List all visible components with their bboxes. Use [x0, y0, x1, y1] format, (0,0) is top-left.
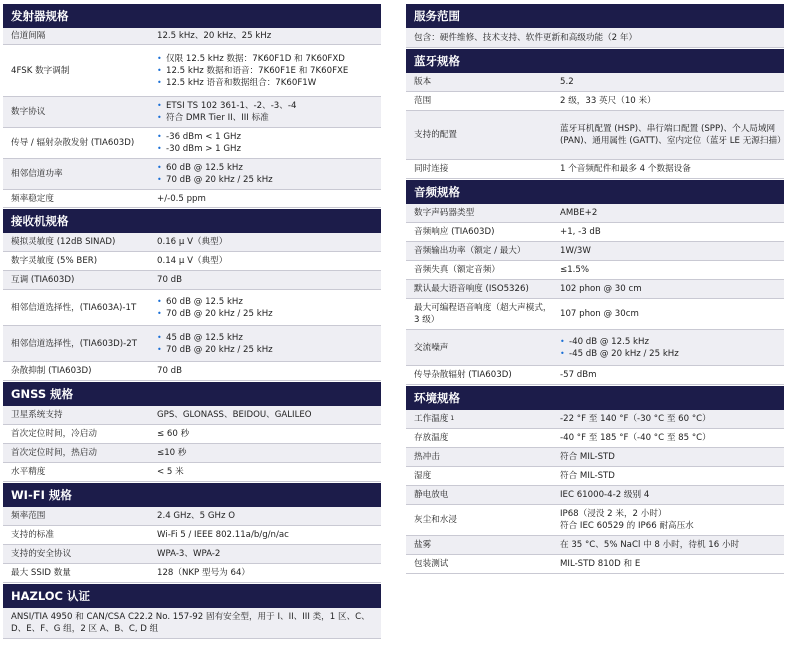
bullet-item	[560, 336, 784, 348]
bullet-item	[157, 143, 381, 155]
bullet-dot-icon: •	[157, 113, 162, 122]
bullet-item	[157, 332, 381, 344]
spec-value-text: 70 dB	[157, 275, 183, 285]
bullet-item	[157, 53, 381, 65]
spec-label	[3, 290, 151, 325]
spec-row	[3, 444, 381, 463]
bullet-item	[157, 344, 381, 356]
spec-row	[3, 271, 381, 290]
left-column	[3, 4, 381, 639]
bullet-text: -40 dB @ 12.5 kHz	[569, 336, 649, 347]
spec-value	[151, 290, 381, 325]
spec-label	[3, 545, 151, 563]
spec-value	[554, 536, 784, 554]
spec-label-text: 包装测试	[414, 559, 449, 569]
spec-row	[3, 425, 381, 444]
spec-label	[406, 467, 554, 485]
bullet-dot-icon: •	[157, 344, 162, 354]
spec-value-text: +/-0.5 ppm	[157, 193, 206, 204]
spec-value-text: 在 35 °C、5% NaCl 中 8 小时，待机 16 小时	[560, 540, 740, 550]
spec-value	[151, 252, 381, 270]
spec-row	[3, 406, 381, 425]
spec-row	[3, 97, 381, 128]
spec-label-text: 支持的安全协议	[11, 549, 72, 559]
spec-value	[151, 362, 381, 380]
spec-value-text: MIL-STD 810D 和 E	[560, 559, 641, 569]
spec-value-text: 符合 MIL-STD	[560, 471, 615, 481]
spec-value	[554, 555, 784, 573]
section-header: WI-FI 规格	[3, 483, 381, 507]
bullet-text: 符合 DMR Tier II、III 标准	[166, 113, 269, 123]
spec-label-text: 湿度	[414, 471, 432, 481]
bullet-item	[157, 174, 381, 186]
spec-row	[3, 362, 381, 381]
spec-label	[406, 429, 554, 447]
section-rows	[3, 406, 381, 482]
spec-value	[554, 429, 784, 447]
spec-value-text: 蓝牙耳机配置 (HSP)、串行端口配置 (SPP)、个人局域网 (PAN)、通用属性 (GATT)、室内定位（蓝牙 LE 无源扫描）	[560, 124, 786, 146]
bullet-item	[157, 65, 381, 77]
spec-label	[3, 362, 151, 380]
spec-value	[554, 242, 784, 260]
spec-value-text: 70 dB	[157, 366, 183, 376]
spec-value-text: 0.14 μ V（典型）	[157, 256, 228, 266]
spec-value-text: < 5 米	[157, 467, 184, 477]
spec-label-text: 支持的配置	[414, 130, 457, 140]
section-rows	[406, 73, 784, 179]
bullet-text: -36 dBm < 1 GHz	[166, 132, 241, 142]
spec-row	[406, 73, 784, 92]
bullet-dot-icon: •	[157, 53, 162, 63]
spec-label	[406, 92, 554, 110]
spec-label	[406, 448, 554, 466]
spec-label	[3, 233, 151, 251]
spec-row	[406, 410, 784, 429]
spec-value	[554, 204, 784, 222]
bullet-dot-icon: •	[560, 336, 565, 346]
section-rows	[3, 28, 381, 208]
section-rows	[406, 410, 784, 574]
spec-value-text: 0.16 μ V（典型）	[157, 237, 228, 247]
spec-value	[151, 444, 381, 462]
spec-label-text: 范围	[414, 96, 432, 106]
spec-row	[3, 159, 381, 190]
bullet-dot-icon: •	[157, 144, 162, 153]
spec-value-text: Wi-Fi 5 / IEEE 802.11a/b/g/n/ac	[157, 530, 289, 540]
spec-label	[3, 326, 151, 361]
spec-label-text: 灰尘和水浸	[414, 515, 457, 525]
spec-value-text: 102 phon @ 30 cm	[560, 284, 642, 294]
spec-value-text: -40 °F 至 185 °F（-40 °C 至 85 °C）	[560, 433, 711, 443]
bullet-dot-icon: •	[157, 308, 162, 318]
spec-value-text: 1W/3W	[560, 246, 591, 256]
spec-value-text: 1 个音频配件和最多 4 个数据设备	[560, 164, 691, 174]
spec-value	[554, 410, 784, 428]
spec-row	[3, 463, 381, 482]
spec-value-text: IEC 61000-4-2 级别 4	[560, 490, 650, 500]
bullet-item	[157, 77, 381, 89]
spec-label	[406, 223, 554, 241]
spec-value	[554, 160, 784, 178]
spec-label	[406, 366, 554, 384]
bullet-item	[157, 131, 381, 143]
spec-value-text: WPA-3、WPA-2	[157, 549, 221, 559]
spec-label	[406, 242, 554, 260]
spec-label	[3, 159, 151, 189]
spec-label-text: 音频失真（额定音频）	[414, 265, 500, 275]
spec-row	[406, 28, 784, 48]
spec-row	[3, 190, 381, 208]
bullet-dot-icon: •	[157, 77, 162, 87]
spec-value	[554, 111, 784, 159]
footnote-marker: 1	[450, 415, 455, 422]
spec-label-text: 最大可编程语音响度（超大声模式，3 级）	[414, 303, 552, 325]
bullet-dot-icon: •	[157, 101, 162, 110]
spec-value	[554, 505, 784, 535]
spec-label	[3, 526, 151, 544]
spec-row	[406, 486, 784, 505]
bullet-text: -30 dBm > 1 GHz	[166, 144, 241, 154]
spec-label-text: 频率范围	[11, 511, 46, 521]
spec-label-text: 首次定位时间，热启动	[11, 448, 97, 458]
section-header: 蓝牙规格	[406, 49, 784, 73]
spec-label-text: 信道间隔	[11, 31, 46, 41]
bullet-text: 12.5 kHz 语音和数据组合：7K60F1W	[166, 77, 317, 88]
spec-label-text: 数字协议	[11, 107, 46, 117]
spec-label	[3, 252, 151, 270]
spec-value-text: AMBE+2	[560, 208, 598, 218]
bullet-text: 70 dB @ 20 kHz / 25 kHz	[166, 308, 273, 319]
spec-label-text: 首次定位时间，冷启动	[11, 429, 97, 439]
spec-label	[406, 204, 554, 222]
spec-value-text: IP68（浸没 2 米，2 小时） 符合 IEC 60529 的 IP66 耐高压水	[560, 509, 694, 531]
bullet-dot-icon: •	[157, 332, 162, 342]
spec-label	[3, 406, 151, 424]
spec-label-text: 频率稳定度	[11, 193, 54, 204]
spec-row	[406, 555, 784, 574]
spec-value-text: 2 级，33 英尺（10 米）	[560, 96, 656, 106]
section-rows	[3, 608, 381, 639]
spec-label-text: 数字灵敏度 (5% BER)	[11, 256, 98, 266]
spec-value-text: 2.4 GHz、5 GHz O	[157, 511, 235, 521]
spec-row	[3, 252, 381, 271]
spec-label	[406, 536, 554, 554]
spec-value-text: +1, -3 dB	[560, 227, 601, 237]
spec-value-text: GPS、GLONASS、BEIDOU、GALILEO	[157, 410, 312, 420]
spec-label-text: 静电放电	[414, 490, 449, 500]
spec-row	[406, 536, 784, 555]
spec-value	[554, 299, 784, 329]
spec-label-text: 互调 (TIA603D)	[11, 275, 75, 285]
spec-label	[3, 463, 151, 481]
spec-value-text: 107 phon @ 30cm	[560, 309, 639, 319]
spec-label	[3, 190, 151, 207]
bullet-dot-icon: •	[157, 296, 162, 306]
spec-row	[406, 429, 784, 448]
spec-label	[406, 261, 554, 279]
spec-label	[406, 299, 554, 329]
section-header: 发射器规格	[3, 4, 381, 28]
bullet-dot-icon: •	[560, 348, 565, 358]
spec-label	[406, 486, 554, 504]
spec-label-text: 盐雾	[414, 540, 432, 550]
bullet-text: 45 dB @ 12.5 kHz	[166, 332, 243, 343]
spec-label	[406, 505, 554, 535]
spec-label-text: 相邻信道功率	[11, 169, 63, 179]
spec-row	[3, 290, 381, 326]
spec-label-text: 模拟灵敏度 (12dB SINAD)	[11, 237, 116, 247]
spec-label-text: 支持的标准	[11, 530, 54, 540]
spec-row	[406, 448, 784, 467]
section-header: 服务范围	[406, 4, 784, 28]
spec-value	[151, 545, 381, 563]
section-rows	[406, 28, 784, 48]
spec-value	[151, 159, 381, 189]
spec-value	[554, 223, 784, 241]
spec-row	[406, 467, 784, 486]
section-header: 音频规格	[406, 180, 784, 204]
spec-row	[406, 330, 784, 366]
spec-label	[3, 128, 151, 158]
section-header: 接收机规格	[3, 209, 381, 233]
spec-row	[406, 204, 784, 223]
spec-value-text: ≤1.5%	[560, 265, 590, 275]
spec-value	[554, 92, 784, 110]
bullet-dot-icon: •	[157, 163, 162, 172]
spec-value	[151, 425, 381, 443]
spec-value-text: 12.5 kHz、20 kHz、25 kHz	[157, 31, 272, 41]
spec-value	[554, 486, 784, 504]
section-header: HAZLOC 认证	[3, 584, 381, 608]
spec-label-text: 卫星系统支持	[11, 410, 63, 420]
spec-value	[151, 507, 381, 525]
spec-value-text: -57 dBm	[560, 370, 597, 380]
spec-label-text: 版本	[414, 77, 432, 87]
spec-row	[406, 242, 784, 261]
spec-row	[406, 505, 784, 536]
full-width-text: ANSI/TIA 4950 和 CAN/CSA C22.2 No. 157-92 固有安全型，用于 I、II、III 类，1 区、C、D、E、F、G 组，2 区 A、B、C, D 组	[11, 612, 370, 634]
bullet-item	[157, 162, 381, 174]
bullet-text: 12.5 kHz 数据和语音：7K60F1E 和 7K60FXE	[166, 65, 349, 76]
bullet-item	[157, 100, 381, 112]
spec-label-text: 水平精度	[11, 467, 46, 477]
spec-value-text: ≤ 60 秒	[157, 429, 190, 439]
spec-row	[3, 545, 381, 564]
spec-value	[554, 448, 784, 466]
spec-row	[406, 261, 784, 280]
spec-label-text: 音频输出功率（额定 / 最大）	[414, 246, 526, 256]
spec-label-text: 相邻信道选择性，(TIA603A)-1T	[11, 302, 137, 313]
spec-row	[3, 326, 381, 362]
spec-value	[151, 463, 381, 481]
spec-label	[3, 45, 151, 96]
bullet-dot-icon: •	[157, 132, 162, 141]
spec-row	[406, 366, 784, 385]
spec-label	[406, 555, 554, 573]
spec-row	[3, 526, 381, 545]
spec-value	[151, 271, 381, 289]
bullet-text: 70 dB @ 20 kHz / 25 kHz	[166, 175, 273, 185]
spec-label	[3, 444, 151, 462]
spec-value-text: 符合 MIL-STD	[560, 452, 615, 462]
spec-value	[151, 406, 381, 424]
section-header: 环境规格	[406, 386, 784, 410]
spec-label-text: 杂散抑制 (TIA603D)	[11, 366, 92, 376]
spec-label-text: 传导杂散辐射 (TIA603D)	[414, 370, 512, 380]
spec-value	[151, 526, 381, 544]
spec-label-text: 交流噪声	[414, 342, 449, 353]
spec-row	[406, 223, 784, 242]
full-width-text: 包含：硬件维修、技术支持、软件更新和高级功能（2 年）	[414, 32, 638, 43]
spec-row	[406, 299, 784, 330]
bullet-text: 60 dB @ 12.5 kHz	[166, 163, 243, 173]
spec-value	[151, 97, 381, 127]
section-rows	[406, 204, 784, 385]
bullet-dot-icon: •	[157, 65, 162, 75]
spec-value	[554, 73, 784, 91]
spec-label-text: 工作温度	[414, 414, 449, 424]
spec-label	[3, 507, 151, 525]
spec-label	[406, 280, 554, 298]
spec-label	[3, 271, 151, 289]
spec-value	[554, 280, 784, 298]
bullet-item	[560, 348, 784, 360]
bullet-item	[157, 308, 381, 320]
spec-label	[406, 330, 554, 365]
spec-value	[151, 45, 381, 96]
spec-value	[151, 190, 381, 207]
spec-label-text: 同时连接	[414, 164, 449, 174]
spec-label-text: 最大 SSID 数量	[11, 568, 71, 578]
spec-row	[3, 507, 381, 526]
spec-label	[406, 111, 554, 159]
spec-row	[406, 92, 784, 111]
spec-value	[554, 330, 784, 365]
spec-label-text: 音频响应 (TIA603D)	[414, 227, 495, 237]
bullet-text: ETSI TS 102 361-1、-2、-3、-4	[166, 101, 297, 111]
spec-row	[3, 564, 381, 583]
spec-value	[554, 467, 784, 485]
section-rows	[3, 233, 381, 381]
spec-row	[406, 280, 784, 299]
spec-value	[554, 261, 784, 279]
spec-value-text: -22 °F 至 140 °F（-30 °C 至 60 °C）	[560, 414, 711, 424]
spec-label-text: 数字声码器类型	[414, 208, 475, 218]
spec-label	[406, 410, 554, 428]
section-header: GNSS 规格	[3, 382, 381, 406]
spec-row	[406, 160, 784, 179]
bullet-item	[157, 112, 381, 124]
spec-row	[3, 128, 381, 159]
spec-label	[406, 73, 554, 91]
spec-row	[3, 233, 381, 252]
spec-label	[3, 28, 151, 44]
spec-label-text: 默认最大语音响度 (ISO5326)	[414, 284, 529, 294]
spec-value-text: ≤10 秒	[157, 448, 187, 458]
spec-label-text: 存放温度	[414, 433, 449, 443]
spec-label-text: 热冲击	[414, 452, 440, 462]
bullet-text: -45 dB @ 20 kHz / 25 kHz	[569, 348, 679, 359]
spec-row	[3, 28, 381, 45]
spec-value-text: 5.2	[560, 77, 574, 87]
spec-value	[151, 233, 381, 251]
spec-label	[3, 564, 151, 582]
spec-row	[3, 608, 381, 639]
bullet-item	[157, 296, 381, 308]
right-column	[406, 4, 784, 574]
spec-row	[406, 111, 784, 160]
spec-label	[3, 97, 151, 127]
spec-label	[3, 425, 151, 443]
spec-row	[3, 45, 381, 97]
bullet-text: 仅限 12.5 kHz 数据：7K60F1D 和 7K60FXD	[166, 53, 345, 64]
spec-value	[151, 128, 381, 158]
bullet-dot-icon: •	[157, 175, 162, 184]
spec-label-text: 相邻信道选择性，(TIA603D)-2T	[11, 338, 137, 349]
bullet-text: 70 dB @ 20 kHz / 25 kHz	[166, 344, 273, 355]
section-rows	[3, 507, 381, 583]
spec-label	[406, 160, 554, 178]
spec-value	[151, 28, 381, 44]
spec-label-text: 4FSK 数字调制	[11, 65, 70, 76]
spec-value	[151, 326, 381, 361]
spec-label-text: 传导 / 辐射杂散发射 (TIA603D)	[11, 138, 135, 148]
bullet-text: 60 dB @ 12.5 kHz	[166, 296, 243, 307]
spec-value-text: 128（NKP 型号为 64）	[157, 568, 251, 578]
spec-value	[554, 366, 784, 384]
spec-value	[151, 564, 381, 582]
